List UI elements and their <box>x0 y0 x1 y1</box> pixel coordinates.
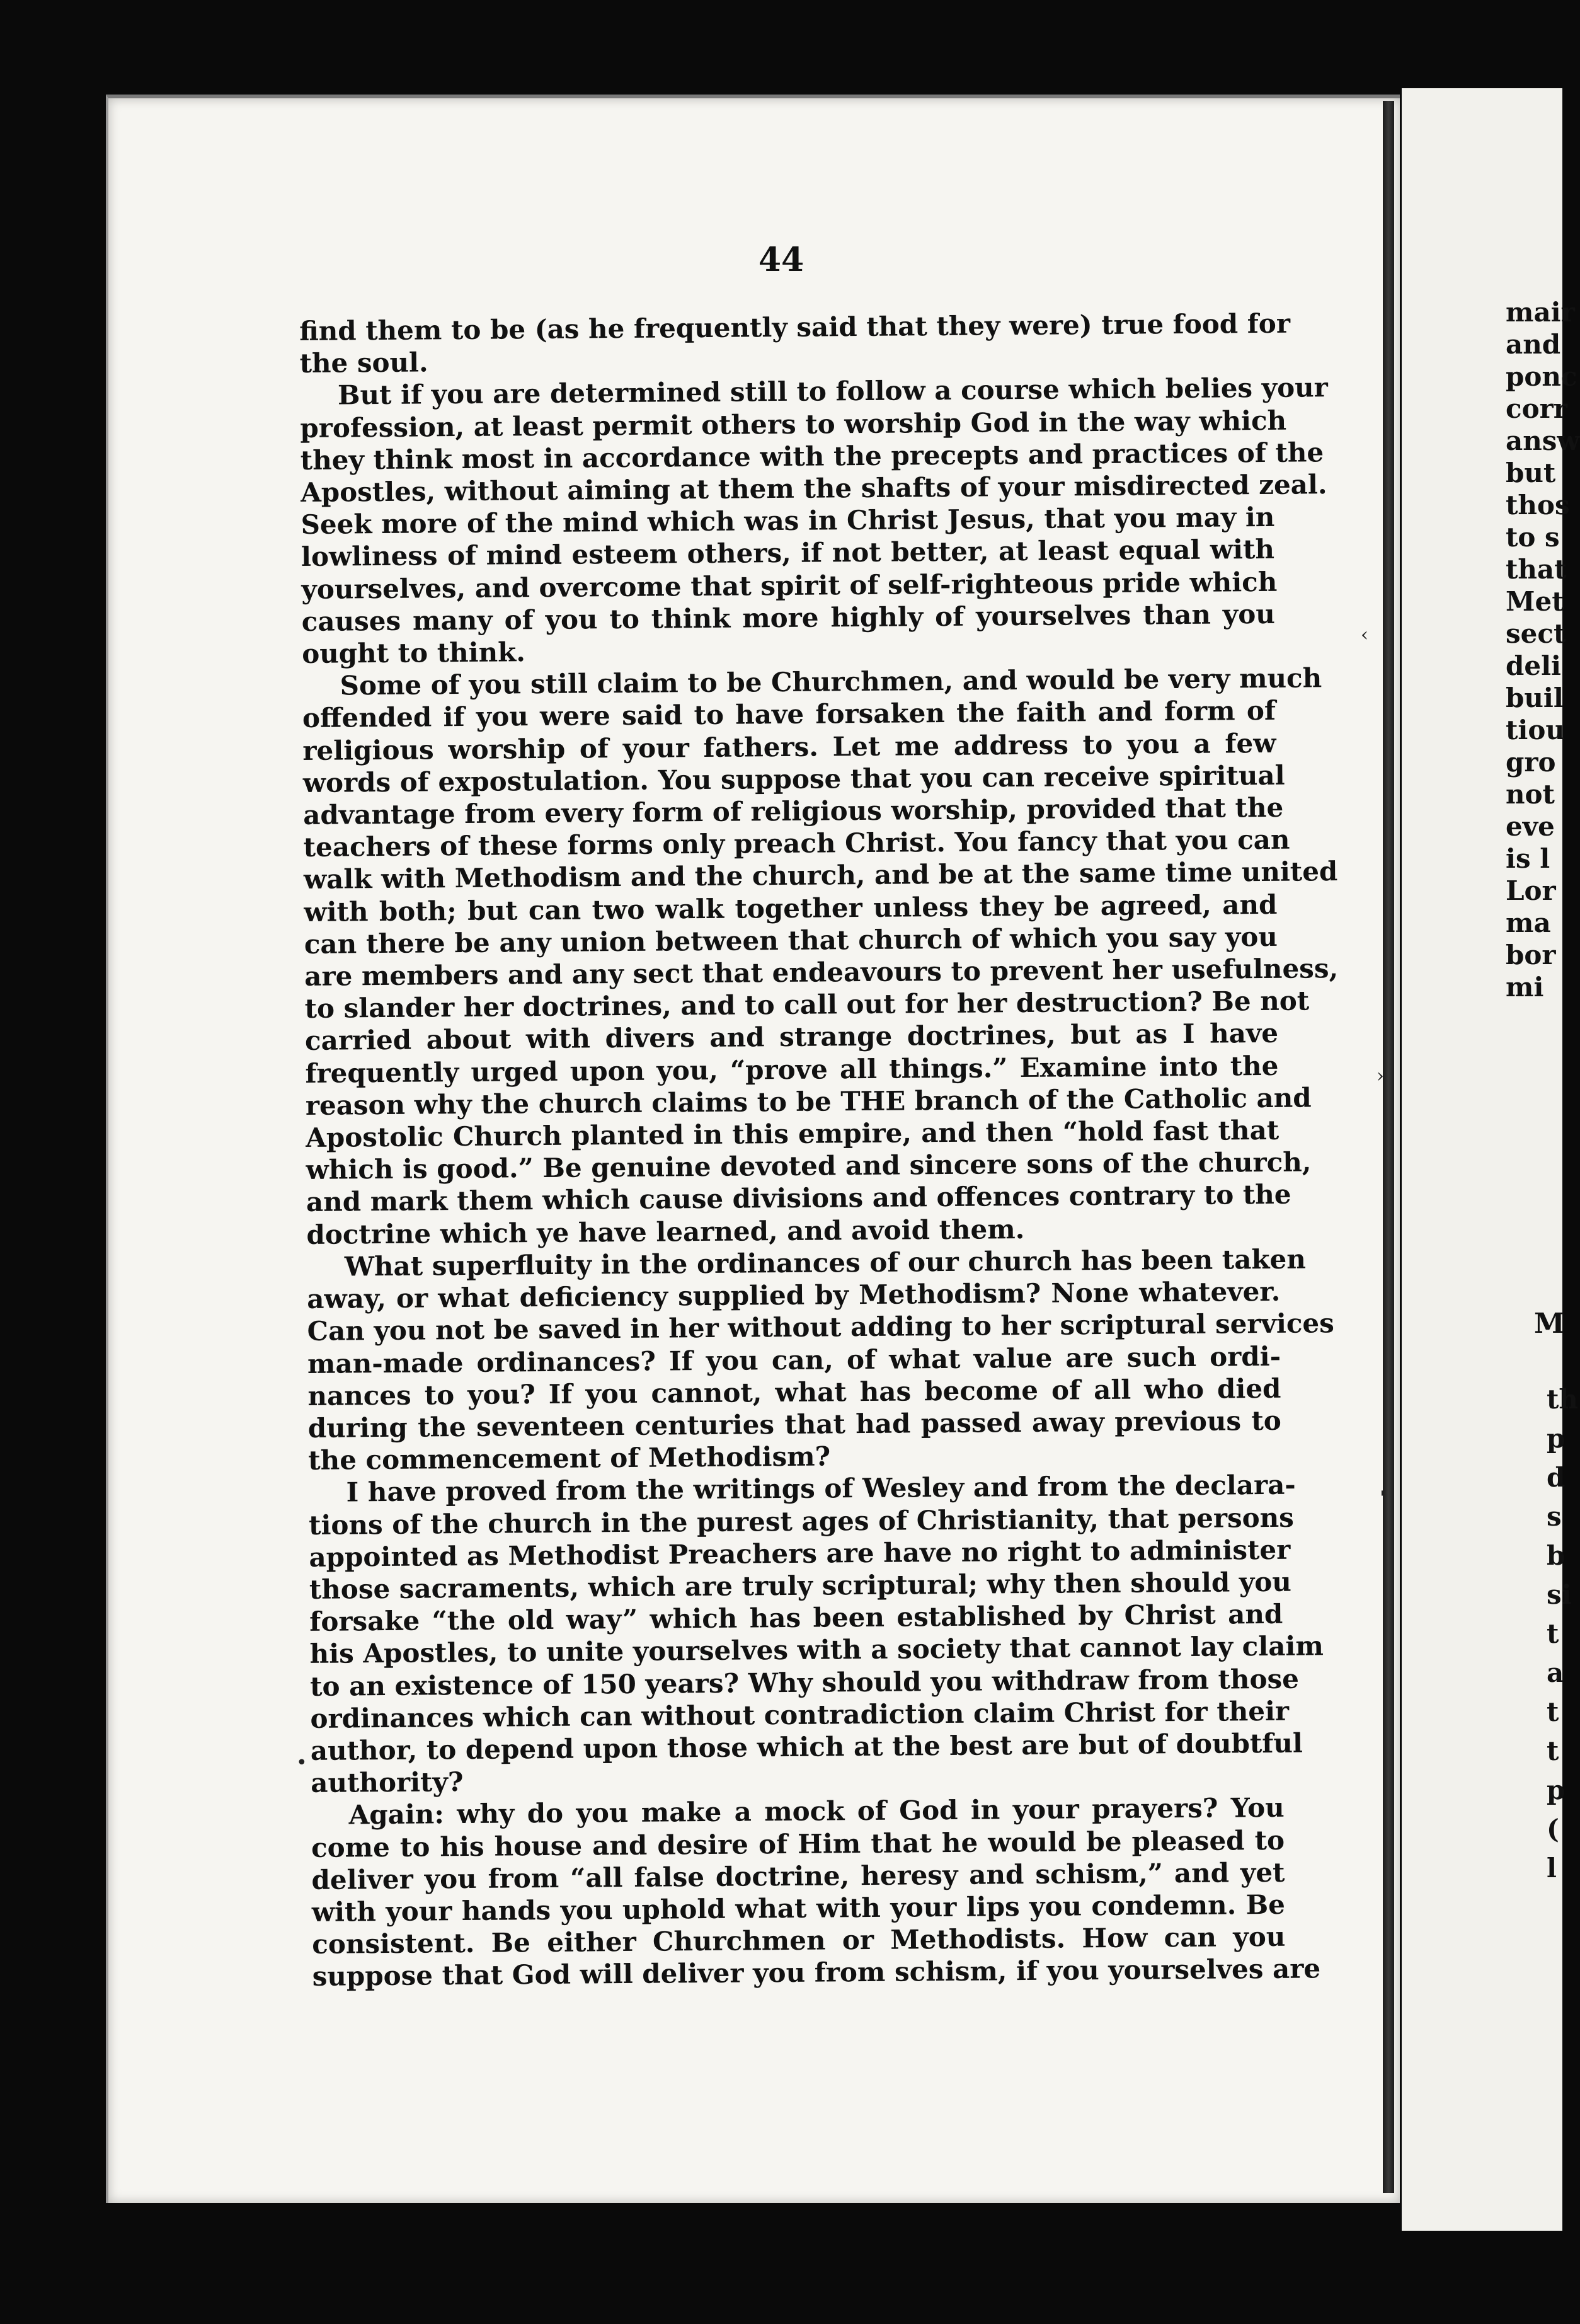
facing-line: eve <box>1506 811 1555 842</box>
text-line: teachers of these forms only preach Christ. You fancy that you can <box>303 824 1290 863</box>
body-text <box>299 308 1339 1993</box>
text-line: nances to you? If you cannot, what has become of all who died <box>307 1372 1281 1412</box>
facing-page-upper-text <box>1506 296 1580 1003</box>
text-line: consistent. Be either Churchmen or Methodists. How can you <box>312 1921 1286 1960</box>
text-line: find them to be (as he frequently said that they were) true food for <box>299 308 1291 347</box>
facing-line: si <box>1547 1579 1572 1610</box>
facing-line: l <box>1547 1853 1557 1884</box>
text-line: religious worship of your fathers. Let me address to you a few <box>302 727 1276 766</box>
facing-line: buil <box>1506 682 1564 713</box>
facing-page-lower-text <box>1547 1380 1578 1888</box>
margin-mark: ‹ <box>1361 624 1368 646</box>
text-line: authority? <box>311 1766 464 1799</box>
facing-line: a <box>1547 1657 1564 1688</box>
text-line: his Apostles, to unite yourselves with a society that cannot lay claim <box>309 1630 1324 1670</box>
page-number: 44 <box>758 241 804 279</box>
text-line: tions of the church in the purest ages of Christianity, that persons <box>308 1502 1294 1541</box>
text-line: they think most in accordance with the precepts and practices of the <box>300 437 1324 476</box>
facing-line: t <box>1547 1735 1559 1766</box>
text-line: suppose that God will deliver you from schism, if you yourselves are <box>312 1953 1321 1993</box>
facing-line: thos <box>1506 490 1570 521</box>
text-line: which is good.” Be genuine devoted and sincere sons of the church, <box>306 1146 1312 1186</box>
text-line: frequently urged upon you, “prove all things.” Examine into the <box>305 1050 1279 1089</box>
text-line: away, or what deficiency supplied by Methodism? None whatever. <box>307 1275 1281 1315</box>
facing-line: that <box>1506 554 1567 585</box>
text-line: during the seventeen centuries that had passed away previous to <box>307 1405 1282 1444</box>
text-line: deliver you from “all false doctrine, heresy and schism,” and yet <box>311 1856 1285 1895</box>
facing-line: ( <box>1547 1814 1559 1844</box>
facing-line: d <box>1547 1462 1566 1493</box>
facing-line: ma <box>1506 907 1551 938</box>
facing-line: mi <box>1506 972 1544 1003</box>
text-line: the commencement of Methodism? <box>308 1441 831 1476</box>
facing-line: Lor <box>1506 875 1556 906</box>
text-line: Apostles, without aiming at them the shafts of your misdirected zeal. <box>301 469 1327 509</box>
text-line: Can you not be saved in her without adding to her scriptural services <box>307 1308 1334 1347</box>
facing-line: gro <box>1506 747 1556 778</box>
text-line: Seek more of the mind which was in Christ Jesus, that you may in <box>301 502 1275 541</box>
text-line: ordinances which can without contradiction claim Christ for their <box>310 1695 1290 1734</box>
facing-page-heading: M <box>1534 1308 1565 1340</box>
facing-line: bor <box>1506 940 1556 970</box>
text-line: to slander her doctrines, and to call out for her destruction? Be not <box>304 985 1310 1025</box>
facing-line: b <box>1547 1540 1566 1571</box>
text-line: Again: why do you make a mock of God in your prayers? You <box>348 1792 1285 1831</box>
text-line: words of expostulation. You suppose that you can receive spiritual <box>302 759 1285 798</box>
facing-line: not <box>1506 779 1555 810</box>
text-line: to an existence of 150 years? Why should you withdraw from those <box>309 1663 1300 1702</box>
book-spine <box>1383 101 1394 2193</box>
text-line: those sacraments, which are truly scriptural; why then should you <box>309 1566 1292 1605</box>
text-line: walk with Methodism and the church, and be at the same time united <box>303 856 1338 895</box>
text-line: the soul. <box>299 347 428 379</box>
facing-line: and <box>1506 329 1561 360</box>
text-line: doctrine which ye have learned, and avoid them. <box>306 1213 1025 1250</box>
facing-line: s <box>1547 1501 1562 1532</box>
text-line: come to his house and desire of Him that he would be pleased to <box>311 1824 1285 1863</box>
facing-line: p <box>1547 1775 1566 1805</box>
text-line: appointed as Methodist Preachers are have no right to administer <box>309 1534 1291 1573</box>
text-line: But if you are determined still to follow a course which belies your <box>337 372 1328 411</box>
facing-line: but <box>1506 457 1556 488</box>
facing-line: answ <box>1506 425 1580 456</box>
text-line: advantage from every form of religious worship, provided that the <box>303 791 1284 831</box>
text-line: What superfluity in the ordinances of our church has been taken <box>344 1243 1306 1282</box>
text-line: ought to think. <box>302 636 526 670</box>
facing-line: t <box>1547 1696 1559 1727</box>
facing-line: to s <box>1506 522 1560 553</box>
text-line: I have proved from the writings of Wesley and from the declara- <box>346 1469 1296 1508</box>
facing-line: tiou <box>1506 715 1565 745</box>
text-line: causes many of you to think more highly of yourselves than you <box>301 598 1275 637</box>
margin-mark: ' <box>1380 1487 1385 1509</box>
text-line: lowliness of mind esteem others, if not better, at least equal with <box>301 534 1275 573</box>
text-line: with your hands you uphold what with your lips you condemn. Be <box>311 1889 1286 1928</box>
facing-line: Met <box>1506 586 1564 617</box>
text-line: with both; but can two walk together unless they be agreed, and <box>304 889 1278 928</box>
facing-line: th <box>1547 1384 1578 1415</box>
facing-line: p <box>1547 1423 1566 1454</box>
facing-line: corr <box>1506 393 1567 424</box>
text-line: carried about with divers and strange doctrines, but as I have <box>304 1018 1279 1057</box>
facing-line: mair <box>1506 297 1575 328</box>
facing-line: ponc <box>1506 361 1577 392</box>
text-line: author, to depend upon those which at the best are but of doubtful <box>310 1727 1303 1766</box>
facing-line: is l <box>1506 843 1550 874</box>
text-line: reason why the church claims to be THE branch of the Catholic and <box>305 1082 1312 1121</box>
margin-mark: › <box>1377 1065 1384 1087</box>
text-line: Some of you still claim to be Churchmen, and would be very much <box>340 662 1322 701</box>
facing-line: sect <box>1506 618 1566 649</box>
text-line: are members and any sect that endeavours to prevent her usefulness, <box>304 953 1339 992</box>
text-line: and mark them which cause divisions and offences contrary to the <box>306 1179 1291 1218</box>
text-line: man-made ordinances? If you can, of what value are such ordi- <box>307 1340 1281 1379</box>
text-line: Apostolic Church planted in this empire, and then “hold fast that <box>306 1114 1279 1154</box>
text-line: profession, at least permit others to worship God in the way which <box>300 405 1287 444</box>
facing-line: deli <box>1506 650 1561 681</box>
facing-line: t <box>1547 1618 1559 1649</box>
margin-mark: • <box>296 1752 307 1774</box>
text-line: forsake “the old way” which has been established by Christ and <box>309 1598 1283 1638</box>
text-line: can there be any union between that church of which you say you <box>304 921 1278 960</box>
text-line: yourselves, and overcome that spirit of self-righteous pride which <box>301 566 1278 605</box>
text-line: offended if you were said to have forsaken the faith and form of <box>302 695 1276 734</box>
